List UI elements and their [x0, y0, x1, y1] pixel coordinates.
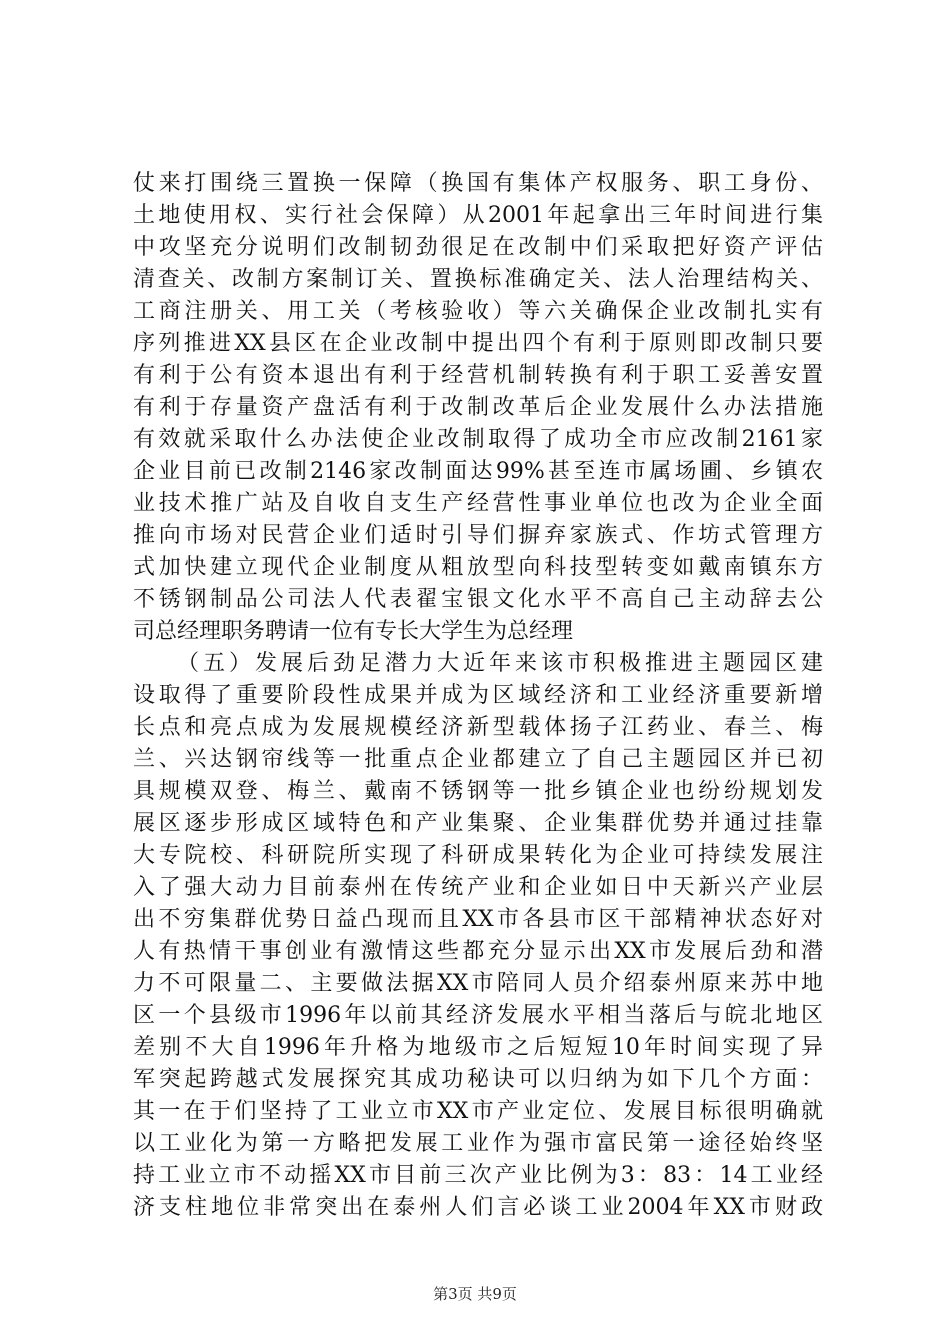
text-line: 不锈钢制品公司法人代表翟宝银文化水平不高自己主动辞去公 [133, 587, 823, 612]
text-line: 序列推进XX县区在企业改制中提出四个有利于原则即改制只要 [133, 331, 823, 356]
text-line: 大专院校、科研院所实现了科研成果转化为企业可持续发展注 [133, 843, 823, 868]
text-line: 企业目前已改制2146家改制面达99%甚至连市属场圃、乡镇农 [133, 459, 823, 484]
text-line: （五）发展后劲足潜力大近年来该市积极推进主题园区建 [177, 651, 823, 676]
text-line: 式加快建立现代企业制度从粗放型向科技型转变如戴南镇东方 [133, 555, 823, 580]
text-line: 中攻坚充分说明们改制韧劲很足在改制中们采取把好资产评估 [133, 235, 823, 260]
text-line: 力不可限量二、主要做法据XX市陪同人员介绍泰州原来苏中地 [133, 971, 823, 996]
text-line: 有利于存量资产盘活有利于改制改革后企业发展什么办法措施 [133, 395, 823, 420]
body-text [133, 168, 823, 1224]
text-line: 工商注册关、用工关（考核验收）等六关确保企业改制扎实有 [133, 299, 823, 324]
text-line: 军突起跨越式发展探究其成功秘诀可以归纳为如下几个方面： [133, 1067, 823, 1092]
text-line: 济支柱地位非常突出在泰州人们言必谈工业2004年XX市财政 [133, 1195, 823, 1220]
text-line: 持工业立市不动摇XX市目前三次产业比例为3：83：14工业经 [133, 1163, 823, 1188]
text-line: 长点和亮点成为发展规模经济新型载体扬子江药业、春兰、梅 [133, 715, 823, 740]
text-line: 清查关、改制方案制订关、置换标准确定关、法人治理结构关、 [133, 267, 823, 292]
text-line: 区一个县级市1996年以前其经济发展水平相当落后与皖北地区 [133, 1003, 823, 1028]
text-line: 设取得了重要阶段性成果并成为区域经济和工业经济重要新增 [133, 683, 823, 708]
text-line: 入了强大动力目前泰州在传统产业和企业如日中天新兴产业层 [133, 875, 823, 900]
text-line: 有利于公有资本退出有利于经营机制转换有利于职工妥善安置 [133, 363, 823, 388]
paragraph-1 [133, 168, 823, 648]
text-line: 以工业化为第一方略把发展工业作为强市富民第一途径始终坚 [133, 1131, 823, 1156]
text-line: 业技术推广站及自收自支生产经营性事业单位也改为企业全面 [133, 491, 823, 516]
page-number: 第3页 共9页 [433, 1285, 517, 1303]
text-line: 兰、兴达钢帘线等一批重点企业都建立了自己主题园区并已初 [133, 747, 823, 772]
text-line: 有效就采取什么办法使企业改制取得了成功全市应改制2161家 [133, 427, 823, 452]
text-line: 展区逐步形成区域特色和产业集聚、企业集群优势并通过挂靠 [133, 811, 823, 836]
text-line: 出不穷集群优势日益凸现而且XX市各县市区干部精神状态好对 [133, 907, 823, 932]
text-line: 仗来打围绕三置换一保障（换国有集体产权服务、职工身份、 [133, 171, 823, 196]
text-line: 推向市场对民营企业们适时引导们摒弃家族式、作坊式管理方 [133, 523, 823, 548]
paragraph-2 [133, 648, 823, 1224]
text-line: 具规模双登、梅兰、戴南不锈钢等一批乡镇企业也纷纷规划发 [133, 779, 823, 804]
text-line: 其一在于们坚持了工业立市XX市产业定位、发展目标很明确就 [133, 1099, 823, 1124]
text-line: 差别不大自1996年升格为地级市之后短短10年时间实现了异 [133, 1035, 823, 1060]
text-line: 土地使用权、实行社会保障）从2001年起拿出三年时间进行集 [133, 203, 823, 228]
text-line: 人有热情干事创业有激情这些都充分显示出XX市发展后劲和潜 [133, 939, 823, 964]
text-line: 司总经理职务聘请一位有专长大学生为总经理 [133, 619, 574, 644]
page-footer [0, 1284, 950, 1304]
